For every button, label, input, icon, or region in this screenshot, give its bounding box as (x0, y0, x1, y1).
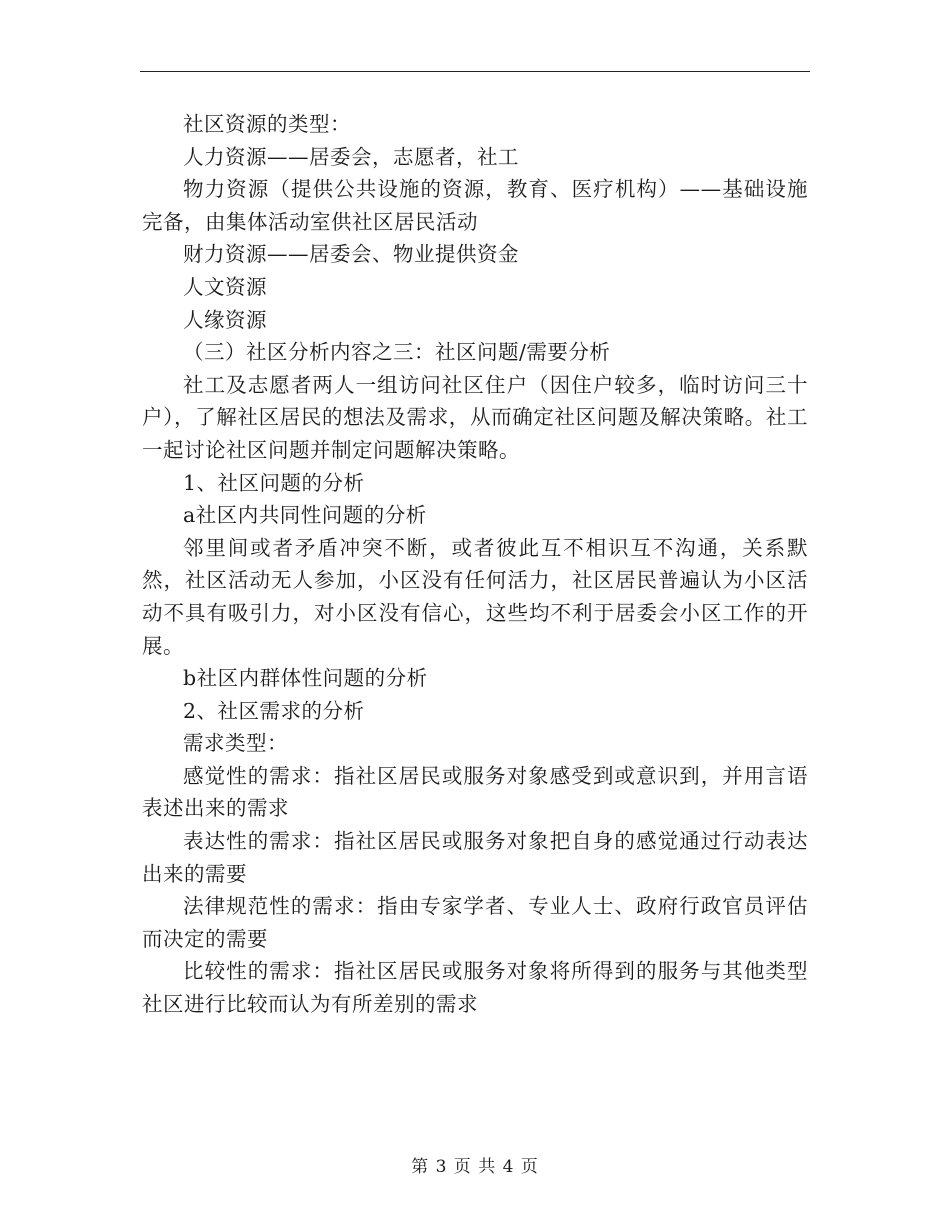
section-heading-three: （三）社区分析内容之三：社区问题/需要分析 (183, 340, 611, 365)
page-footer (0, 1152, 950, 1177)
paragraph-common-problems: 邻里间或者矛盾冲突不断，或者彼此互不相识互不沟通，关系默然，社区活动无人参加，小区没有任何活力，社区居民普遍认为小区活动不具有吸引力，对小区没有信心，这些均不利于居委会小区工作的开展。 (142, 535, 808, 658)
paragraph-resource-types: 社区资源的类型： (183, 112, 351, 136)
paragraph-comparative-needs: 比较性的需求：指社区居民或服务对象将所得到的服务与其他类型社区进行比较而认为有所差别的需求 (142, 959, 808, 1017)
subheading-group-problems: b社区内群体性问题的分析 (183, 666, 428, 691)
page-number-label: 第 3 页 共 4 页 (411, 1157, 539, 1177)
paragraph-human-resources: 人力资源——居委会，志愿者，社工 (183, 144, 519, 169)
paragraph-normative-needs: 法律规范性的需求：指由专家学者、专业人士、政府行政官员评估而决定的需要 (142, 894, 808, 951)
header-rule (140, 71, 810, 72)
subheading-common-problems: a社区内共同性问题的分析 (183, 503, 427, 528)
paragraph-financial-resources: 财力资源——居委会、物业提供资金 (183, 242, 519, 267)
paragraph-expressed-needs: 表达性的需求：指社区居民或服务对象把自身的感觉通过行动表达出来的需要 (142, 829, 808, 886)
paragraph-material-resources: 物力资源（提供公共设施的资源，教育、医疗机构）——基础设施完备，由集体活动室供社区居民活动 (142, 177, 808, 234)
subheading-needs-analysis: 2、社区需求的分析 (183, 698, 365, 723)
subheading-problem-analysis: 1、社区问题的分析 (183, 470, 365, 495)
paragraph-felt-needs: 感觉性的需求：指社区居民或服务对象感受到或意识到，并用言语表述出来的需求 (142, 763, 808, 821)
document-body (142, 108, 808, 1021)
paragraph-needs-types: 需求类型： (183, 731, 288, 756)
paragraph-relationship-resources: 人缘资源 (183, 307, 267, 332)
paragraph-visit-residents: 社工及志愿者两人一组访问社区住户（因住户较多，临时访问三十户），了解社区居民的想法及需求，从而确定社区问题及解决策略。社工一起讨论社区问题并制定问题解决策略。 (142, 372, 808, 462)
paragraph-cultural-resources: 人文资源 (183, 274, 267, 299)
